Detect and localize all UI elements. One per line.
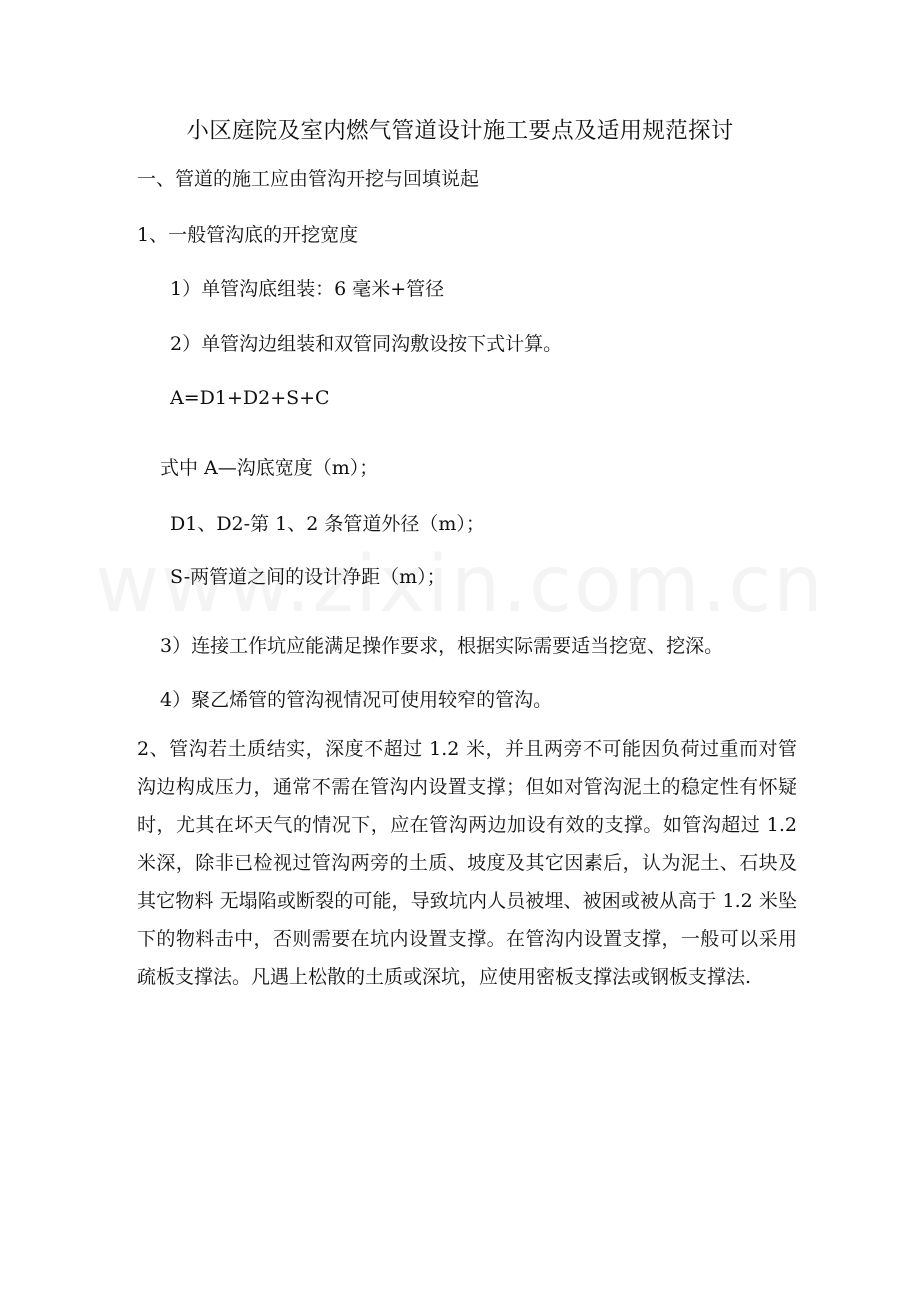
formula-d-definition: D1、D2-第 1、2 条管道外径（m）； <box>170 513 485 535</box>
document-title: 小区庭院及室内燃气管道设计施工要点及适用规范探讨 <box>186 118 734 144</box>
item-1-sub-3: 3）连接工作坑应能满足操作要求，根据实际需要适当挖宽、挖深。 <box>160 635 724 657</box>
formula-s-definition: S-两管道之间的设计净距（m）； <box>170 566 446 588</box>
section-1-heading: 一、管道的施工应由管沟开挖与回填说起 <box>137 168 480 190</box>
formula-where: 式中 A—沟底宽度（m）； <box>160 457 379 479</box>
item-2-paragraph: 2、管沟若土质结实，深度不超过 1.2 米，并且两旁不可能因负荷过重而对管沟边构成压力，通常不需在管沟内设置支撑；但如对管沟泥土的稳定性有怀疑时，尤其在坏天气的情况下，应在管沟两边加设有效的支撑。如管沟超过 1.2 米深，除非已检视过管沟两旁的土质、坡度及其它因素后，认为泥土、石块及其它物料 无塌陷或断裂的可能，导致坑内人员被埋、被困或被从高于 1.2 米坠下的物料击中，否则需要在坑内设置支撑。在管沟内设置支撑，一般可以采用疏板支撑法。凡遇上松散的土质或深坑，应使用密板支撑法或钢板支撑法. <box>137 738 797 988</box>
item-1-sub-2: 2）单管沟边组装和双管同沟敷设按下式计算。 <box>170 333 563 355</box>
item-1-sub-4: 4）聚乙烯管的管沟视情况可使用较窄的管沟。 <box>160 689 553 711</box>
item-1-heading: 1、一般管沟底的开挖宽度 <box>137 224 359 246</box>
watermark <box>0 540 920 630</box>
item-1-sub-1: 1）单管沟底组装：6 毫米+管径 <box>170 278 445 300</box>
formula: A=D1+D2+S+C <box>170 387 330 409</box>
